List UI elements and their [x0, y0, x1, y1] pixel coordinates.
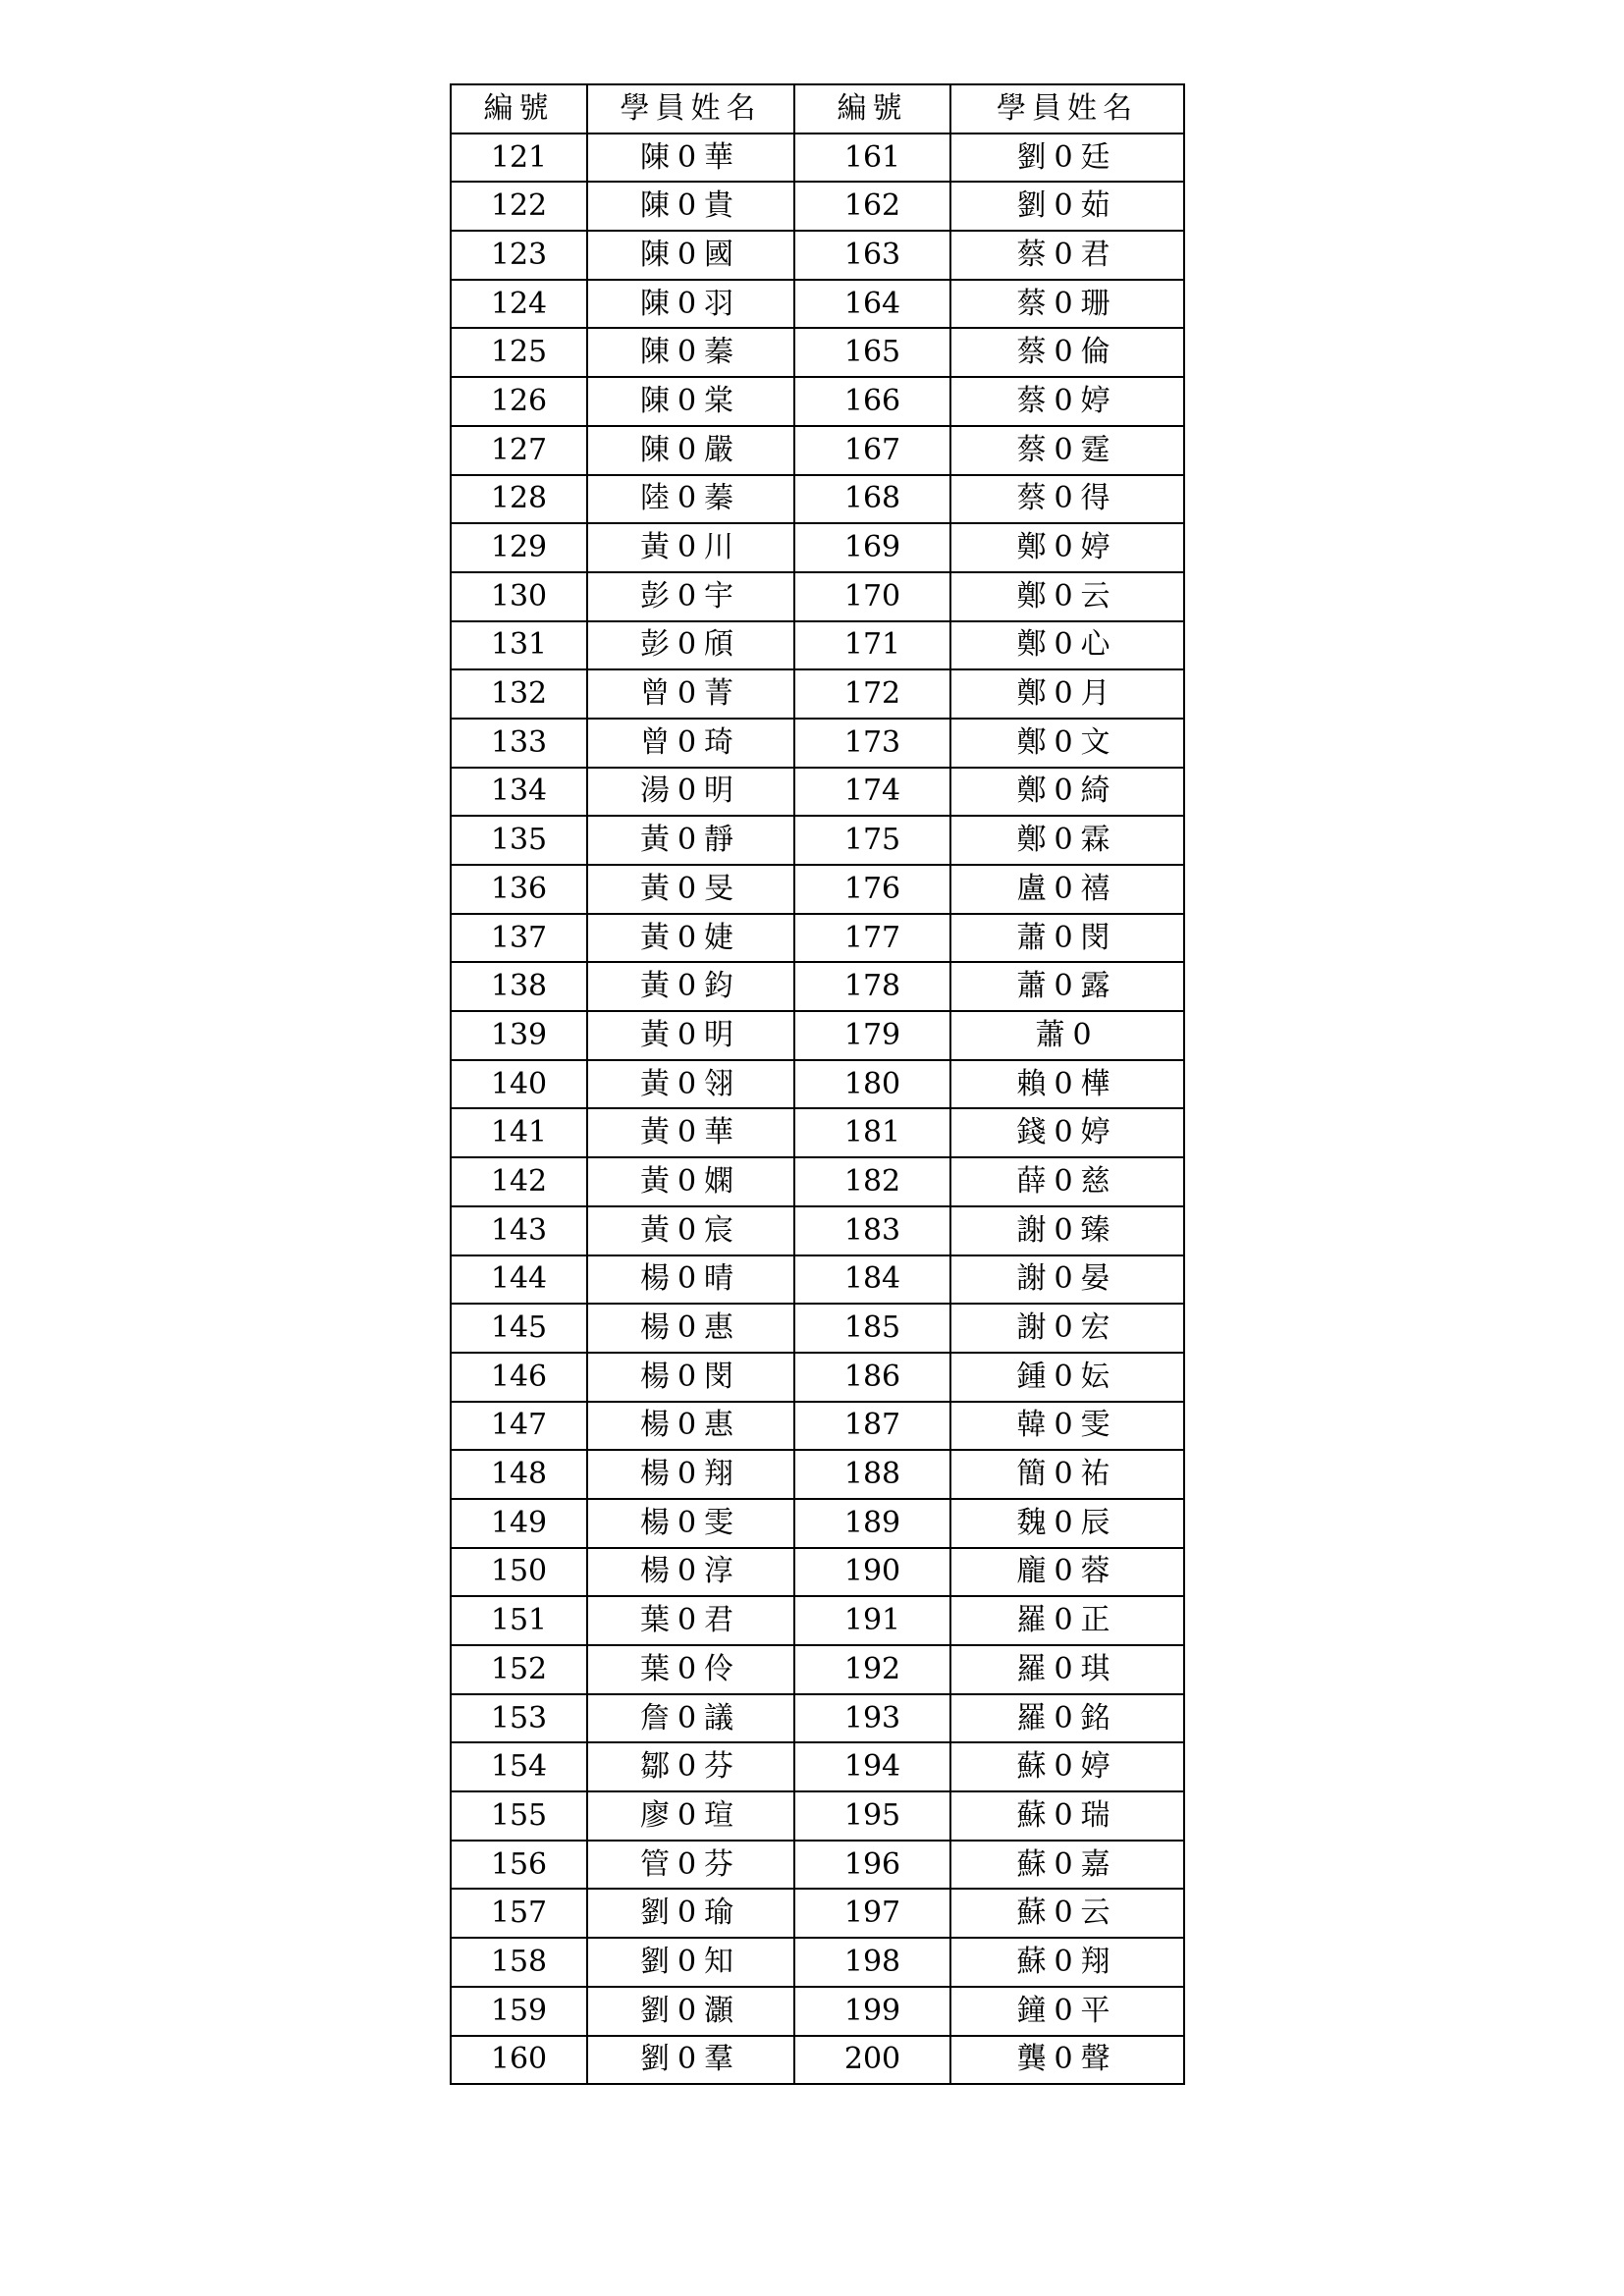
table-row: [451, 1255, 1184, 1305]
student-name-cell-left: 陳0羽: [587, 280, 794, 329]
number-cell-left: 125: [451, 328, 587, 377]
number-cell-right: 170: [794, 572, 950, 621]
table-row: [451, 377, 1184, 426]
number-cell-right: 174: [794, 768, 950, 817]
student-name-cell-right: 鄭0綺: [950, 768, 1184, 817]
number-cell-left: 152: [451, 1645, 587, 1694]
student-name-cell-left: 鄒0芬: [587, 1742, 794, 1791]
student-name-cell-right: 羅0琪: [950, 1645, 1184, 1694]
student-name-cell-right: 鄭0婷: [950, 523, 1184, 572]
student-name-cell-left: 詹0議: [587, 1694, 794, 1743]
student-name-cell-left: 曾0琦: [587, 719, 794, 768]
header-number-right: 編號: [794, 84, 950, 133]
student-name-cell-left: 楊0淳: [587, 1548, 794, 1597]
table-row: [451, 1841, 1184, 1890]
student-name-cell-right: 謝0晏: [950, 1255, 1184, 1305]
student-name-cell-left: 彭0頎: [587, 621, 794, 670]
student-name-cell-right: 薛0慈: [950, 1157, 1184, 1206]
number-cell-left: 130: [451, 572, 587, 621]
student-name-cell-right: 鄭0云: [950, 572, 1184, 621]
student-name-cell-right: 羅0銘: [950, 1694, 1184, 1743]
number-cell-left: 142: [451, 1157, 587, 1206]
student-name-cell-right: 魏0辰: [950, 1499, 1184, 1548]
student-name-cell-right: 錢0婷: [950, 1108, 1184, 1157]
student-name-cell-left: 黃0旻: [587, 865, 794, 914]
number-cell-right: 188: [794, 1450, 950, 1499]
table-row: [451, 962, 1184, 1011]
number-cell-right: 189: [794, 1499, 950, 1548]
student-name-cell-left: 黃0婕: [587, 914, 794, 963]
number-cell-right: 200: [794, 2036, 950, 2085]
header-student-name-right: 學員姓名: [950, 84, 1184, 133]
number-cell-right: 190: [794, 1548, 950, 1597]
number-cell-left: 121: [451, 133, 587, 183]
student-name-cell-left: 陳0棠: [587, 377, 794, 426]
number-cell-right: 166: [794, 377, 950, 426]
student-name-cell-left: 黃0川: [587, 523, 794, 572]
number-cell-right: 169: [794, 523, 950, 572]
student-name-cell-right: 龐0蓉: [950, 1548, 1184, 1597]
student-name-cell-left: 陸0蓁: [587, 475, 794, 524]
student-name-cell-left: 黃0嫻: [587, 1157, 794, 1206]
table-row: [451, 475, 1184, 524]
number-cell-left: 129: [451, 523, 587, 572]
number-cell-left: 134: [451, 768, 587, 817]
table-row: [451, 1596, 1184, 1645]
student-name-cell-left: 楊0惠: [587, 1402, 794, 1451]
number-cell-left: 145: [451, 1304, 587, 1353]
student-name-cell-left: 劉0羣: [587, 2036, 794, 2085]
number-cell-left: 128: [451, 475, 587, 524]
student-name-cell-right: 蕭0: [950, 1011, 1184, 1060]
student-name-cell-left: 廖0瑄: [587, 1791, 794, 1841]
table-row: [451, 1206, 1184, 1255]
number-cell-right: 196: [794, 1841, 950, 1890]
student-name-cell-left: 彭0宇: [587, 572, 794, 621]
student-name-cell-right: 蕭0露: [950, 962, 1184, 1011]
student-name-cell-left: 湯0明: [587, 768, 794, 817]
student-name-cell-right: 鄭0霖: [950, 816, 1184, 865]
number-cell-left: 122: [451, 182, 587, 231]
number-cell-left: 156: [451, 1841, 587, 1890]
header-number-left: 編號: [451, 84, 587, 133]
number-cell-right: 195: [794, 1791, 950, 1841]
number-cell-right: 161: [794, 133, 950, 183]
number-cell-left: 147: [451, 1402, 587, 1451]
number-cell-left: 139: [451, 1011, 587, 1060]
table-row: [451, 1694, 1184, 1743]
student-name-cell-left: 楊0閔: [587, 1353, 794, 1402]
student-name-cell-right: 蔡0得: [950, 475, 1184, 524]
student-name-cell-left: 劉0知: [587, 1938, 794, 1987]
number-cell-left: 135: [451, 816, 587, 865]
table-row: [451, 572, 1184, 621]
table-row: [451, 328, 1184, 377]
student-name-cell-right: 鍾0妘: [950, 1353, 1184, 1402]
number-cell-left: 138: [451, 962, 587, 1011]
header-student-name-left: 學員姓名: [587, 84, 794, 133]
student-name-cell-right: 謝0宏: [950, 1304, 1184, 1353]
table-row: [451, 914, 1184, 963]
number-cell-left: 150: [451, 1548, 587, 1597]
number-cell-right: 172: [794, 669, 950, 719]
number-cell-right: 165: [794, 328, 950, 377]
student-name-cell-right: 鄭0月: [950, 669, 1184, 719]
student-name-cell-right: 蕭0閔: [950, 914, 1184, 963]
header-row: [451, 84, 1184, 133]
number-cell-right: 173: [794, 719, 950, 768]
number-cell-right: 187: [794, 1402, 950, 1451]
number-cell-right: 180: [794, 1060, 950, 1109]
student-name-cell-left: 楊0翔: [587, 1450, 794, 1499]
table-row: [451, 621, 1184, 670]
number-cell-right: 199: [794, 1987, 950, 2036]
table-row: [451, 1791, 1184, 1841]
number-cell-right: 177: [794, 914, 950, 963]
table-row: [451, 182, 1184, 231]
number-cell-left: 157: [451, 1889, 587, 1938]
table-row: [451, 426, 1184, 475]
table-row: [451, 1938, 1184, 1987]
table-header: [451, 84, 1184, 133]
number-cell-right: 182: [794, 1157, 950, 1206]
student-name-cell-right: 謝0臻: [950, 1206, 1184, 1255]
number-cell-left: 131: [451, 621, 587, 670]
student-name-cell-right: 蘇0嘉: [950, 1841, 1184, 1890]
number-cell-right: 197: [794, 1889, 950, 1938]
number-cell-left: 154: [451, 1742, 587, 1791]
table-row: [451, 133, 1184, 183]
table-row: [451, 1402, 1184, 1451]
number-cell-left: 126: [451, 377, 587, 426]
table-row: [451, 768, 1184, 817]
number-cell-left: 144: [451, 1255, 587, 1305]
number-cell-right: 181: [794, 1108, 950, 1157]
student-name-cell-right: 羅0正: [950, 1596, 1184, 1645]
number-cell-left: 137: [451, 914, 587, 963]
number-cell-left: 132: [451, 669, 587, 719]
student-name-cell-right: 鄭0文: [950, 719, 1184, 768]
student-name-cell-right: 蘇0瑞: [950, 1791, 1184, 1841]
student-name-cell-left: 楊0晴: [587, 1255, 794, 1305]
table-row: [451, 1889, 1184, 1938]
number-cell-left: 153: [451, 1694, 587, 1743]
table-row: [451, 2036, 1184, 2085]
student-name-cell-right: 鐘0平: [950, 1987, 1184, 2036]
number-cell-left: 151: [451, 1596, 587, 1645]
number-cell-left: 140: [451, 1060, 587, 1109]
student-name-cell-left: 葉0君: [587, 1596, 794, 1645]
student-name-cell-right: 蔡0霆: [950, 426, 1184, 475]
number-cell-right: 171: [794, 621, 950, 670]
student-name-cell-right: 簡0祐: [950, 1450, 1184, 1499]
table-row: [451, 1304, 1184, 1353]
student-name-cell-right: 賴0樺: [950, 1060, 1184, 1109]
student-name-cell-right: 蔡0珊: [950, 280, 1184, 329]
table-row: [451, 523, 1184, 572]
student-name-cell-left: 楊0惠: [587, 1304, 794, 1353]
student-name-cell-right: 盧0禧: [950, 865, 1184, 914]
student-name-cell-left: 陳0華: [587, 133, 794, 183]
student-name-cell-left: 陳0蓁: [587, 328, 794, 377]
number-cell-right: 167: [794, 426, 950, 475]
student-name-cell-left: 黃0鈞: [587, 962, 794, 1011]
number-cell-right: 184: [794, 1255, 950, 1305]
table-row: [451, 865, 1184, 914]
table-row: [451, 816, 1184, 865]
table-row: [451, 1108, 1184, 1157]
student-name-cell-right: 劉0茹: [950, 182, 1184, 231]
number-cell-right: 168: [794, 475, 950, 524]
student-name-cell-left: 黃0華: [587, 1108, 794, 1157]
student-name-cell-left: 曾0菁: [587, 669, 794, 719]
number-cell-left: 148: [451, 1450, 587, 1499]
number-cell-left: 141: [451, 1108, 587, 1157]
number-cell-left: 146: [451, 1353, 587, 1402]
table-row: [451, 1987, 1184, 2036]
student-name-cell-left: 黃0宸: [587, 1206, 794, 1255]
number-cell-left: 160: [451, 2036, 587, 2085]
student-name-cell-right: 蔡0倫: [950, 328, 1184, 377]
table-row: [451, 669, 1184, 719]
number-cell-left: 127: [451, 426, 587, 475]
student-name-cell-right: 蔡0婷: [950, 377, 1184, 426]
number-cell-right: 193: [794, 1694, 950, 1743]
table-row: [451, 1157, 1184, 1206]
table-row: [451, 1742, 1184, 1791]
table-row: [451, 1011, 1184, 1060]
table-row: [451, 1499, 1184, 1548]
student-name-cell-right: 蘇0云: [950, 1889, 1184, 1938]
student-name-cell-left: 黃0明: [587, 1011, 794, 1060]
number-cell-right: 194: [794, 1742, 950, 1791]
number-cell-right: 183: [794, 1206, 950, 1255]
number-cell-left: 159: [451, 1987, 587, 2036]
number-cell-left: 123: [451, 231, 587, 280]
table-row: [451, 719, 1184, 768]
number-cell-left: 136: [451, 865, 587, 914]
student-name-cell-left: 葉0伶: [587, 1645, 794, 1694]
number-cell-left: 124: [451, 280, 587, 329]
number-cell-left: 149: [451, 1499, 587, 1548]
student-name-cell-left: 黃0靜: [587, 816, 794, 865]
number-cell-right: 178: [794, 962, 950, 1011]
number-cell-right: 175: [794, 816, 950, 865]
number-cell-right: 179: [794, 1011, 950, 1060]
number-cell-right: 192: [794, 1645, 950, 1694]
number-cell-left: 158: [451, 1938, 587, 1987]
student-name-cell-right: 龔0聲: [950, 2036, 1184, 2085]
table-row: [451, 1353, 1184, 1402]
student-name-cell-left: 陳0國: [587, 231, 794, 280]
student-name-cell-left: 劉0灝: [587, 1987, 794, 2036]
number-cell-right: 164: [794, 280, 950, 329]
student-name-cell-right: 蘇0婷: [950, 1742, 1184, 1791]
student-name-cell-right: 劉0廷: [950, 133, 1184, 183]
table-row: [451, 1548, 1184, 1597]
number-cell-left: 155: [451, 1791, 587, 1841]
number-cell-left: 133: [451, 719, 587, 768]
table-row: [451, 280, 1184, 329]
student-name-cell-left: 管0芬: [587, 1841, 794, 1890]
table-row: [451, 1450, 1184, 1499]
number-cell-right: 186: [794, 1353, 950, 1402]
number-cell-right: 162: [794, 182, 950, 231]
table-row: [451, 1645, 1184, 1694]
student-roster-table: [450, 83, 1185, 2085]
number-cell-right: 191: [794, 1596, 950, 1645]
student-name-cell-left: 黃0翎: [587, 1060, 794, 1109]
student-name-cell-left: 陳0貴: [587, 182, 794, 231]
student-name-cell-right: 鄭0心: [950, 621, 1184, 670]
student-name-cell-right: 蔡0君: [950, 231, 1184, 280]
student-name-cell-left: 楊0雯: [587, 1499, 794, 1548]
number-cell-right: 176: [794, 865, 950, 914]
table-body: [451, 133, 1184, 2085]
student-name-cell-right: 韓0雯: [950, 1402, 1184, 1451]
table-row: [451, 231, 1184, 280]
number-cell-right: 185: [794, 1304, 950, 1353]
student-name-cell-right: 蘇0翔: [950, 1938, 1184, 1987]
number-cell-left: 143: [451, 1206, 587, 1255]
number-cell-right: 163: [794, 231, 950, 280]
table-row: [451, 1060, 1184, 1109]
student-name-cell-left: 劉0瑜: [587, 1889, 794, 1938]
student-name-cell-left: 陳0嚴: [587, 426, 794, 475]
number-cell-right: 198: [794, 1938, 950, 1987]
